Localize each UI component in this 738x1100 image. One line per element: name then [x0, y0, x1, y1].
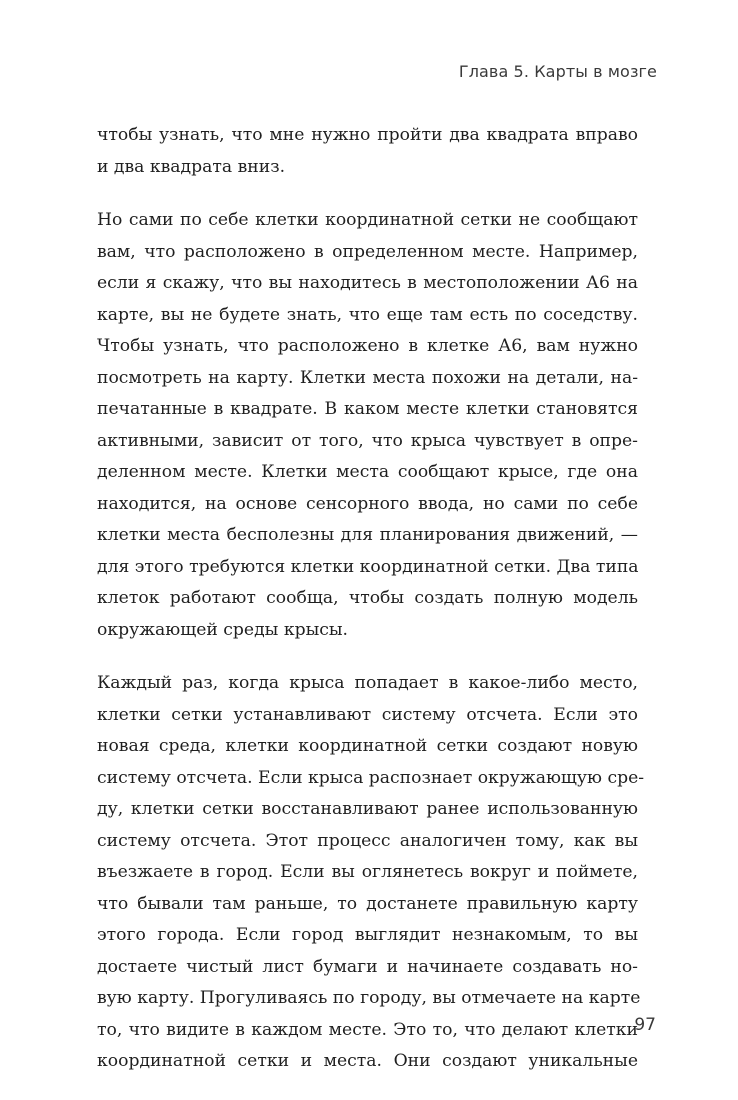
text-line: систему отсчета. Этот процесс аналогичен тому, как вы — [97, 830, 638, 851]
text-line: для этого требуются клетки координатной сетки. Два типа — [97, 556, 639, 577]
text-line: окружающей среды крысы. — [97, 619, 349, 640]
paragraph-1 — [97, 120, 638, 183]
text-line: вам, что расположено в определенном месте. Например, — [97, 241, 638, 262]
paragraph-2 — [97, 205, 638, 646]
text-line: чтобы узнать, что мне нужно пройти два квадрата вправо — [97, 125, 638, 145]
text-line: новая среда, клетки координатной сетки создают новую — [97, 736, 638, 756]
text-line: то, что видите в каждом месте. Это то, что делают клетки — [97, 1019, 638, 1040]
text-line: клетки сетки устанавливают систему отсчета. Если это — [97, 704, 638, 725]
text-line: ду, клетки сетки восстанавливают ранее использованную — [97, 799, 638, 819]
text-line: что бывали там раньше, то достанете правильную карту — [97, 893, 638, 914]
text-line: печатанные в квадрате. В каком месте клетки становятся — [97, 399, 638, 419]
text-line: если я скажу, что вы находитесь в местоположении А6 на — [97, 273, 638, 293]
page-number: 97 — [634, 1015, 656, 1035]
text-line: карте, вы не будете знать, что еще там есть по соседству. — [97, 304, 638, 325]
running-head: Глава 5. Карты в мозге — [458, 62, 657, 81]
text-line: этого города. Если город выглядит незнакомым, то вы — [97, 925, 638, 945]
text-line: клеток работают сообща, чтобы создать полную модель — [97, 588, 638, 608]
text-line: въезжаете в город. Если вы оглянетесь вокруг и поймете, — [97, 862, 638, 882]
text-line: координатной сетки и места. Они создают уникальные — [97, 1051, 638, 1071]
text-line: систему отсчета. Если крыса распознает окружающую сре- — [97, 767, 645, 788]
text-line: активными, зависит от того, что крыса чувствует в опре- — [97, 430, 638, 451]
text-line: вую карту. Прогуливаясь по городу, вы отмечаете на карте — [97, 988, 641, 1008]
text-line: посмотреть на карту. Клетки места похожи на детали, на- — [97, 367, 638, 388]
text-line: достаете чистый лист бумаги и начинаете создавать но- — [97, 956, 638, 977]
text-line: Но сами по себе клетки координатной сетки не сообщают — [97, 210, 638, 230]
text-line: Чтобы узнать, что расположено в клетке А6, вам нужно — [97, 336, 638, 356]
text-line: и два квадрата вниз. — [97, 156, 286, 177]
text-line: находится, на основе сенсорного ввода, но сами по себе — [97, 493, 638, 514]
text-line: деленном месте. Клетки места сообщают крысе, где она — [97, 462, 638, 482]
text-line: клетки места бесполезны для планирования движений, — — [97, 525, 638, 545]
text-line: Каждый раз, когда крыса попадает в какое-либо место, — [97, 673, 638, 693]
